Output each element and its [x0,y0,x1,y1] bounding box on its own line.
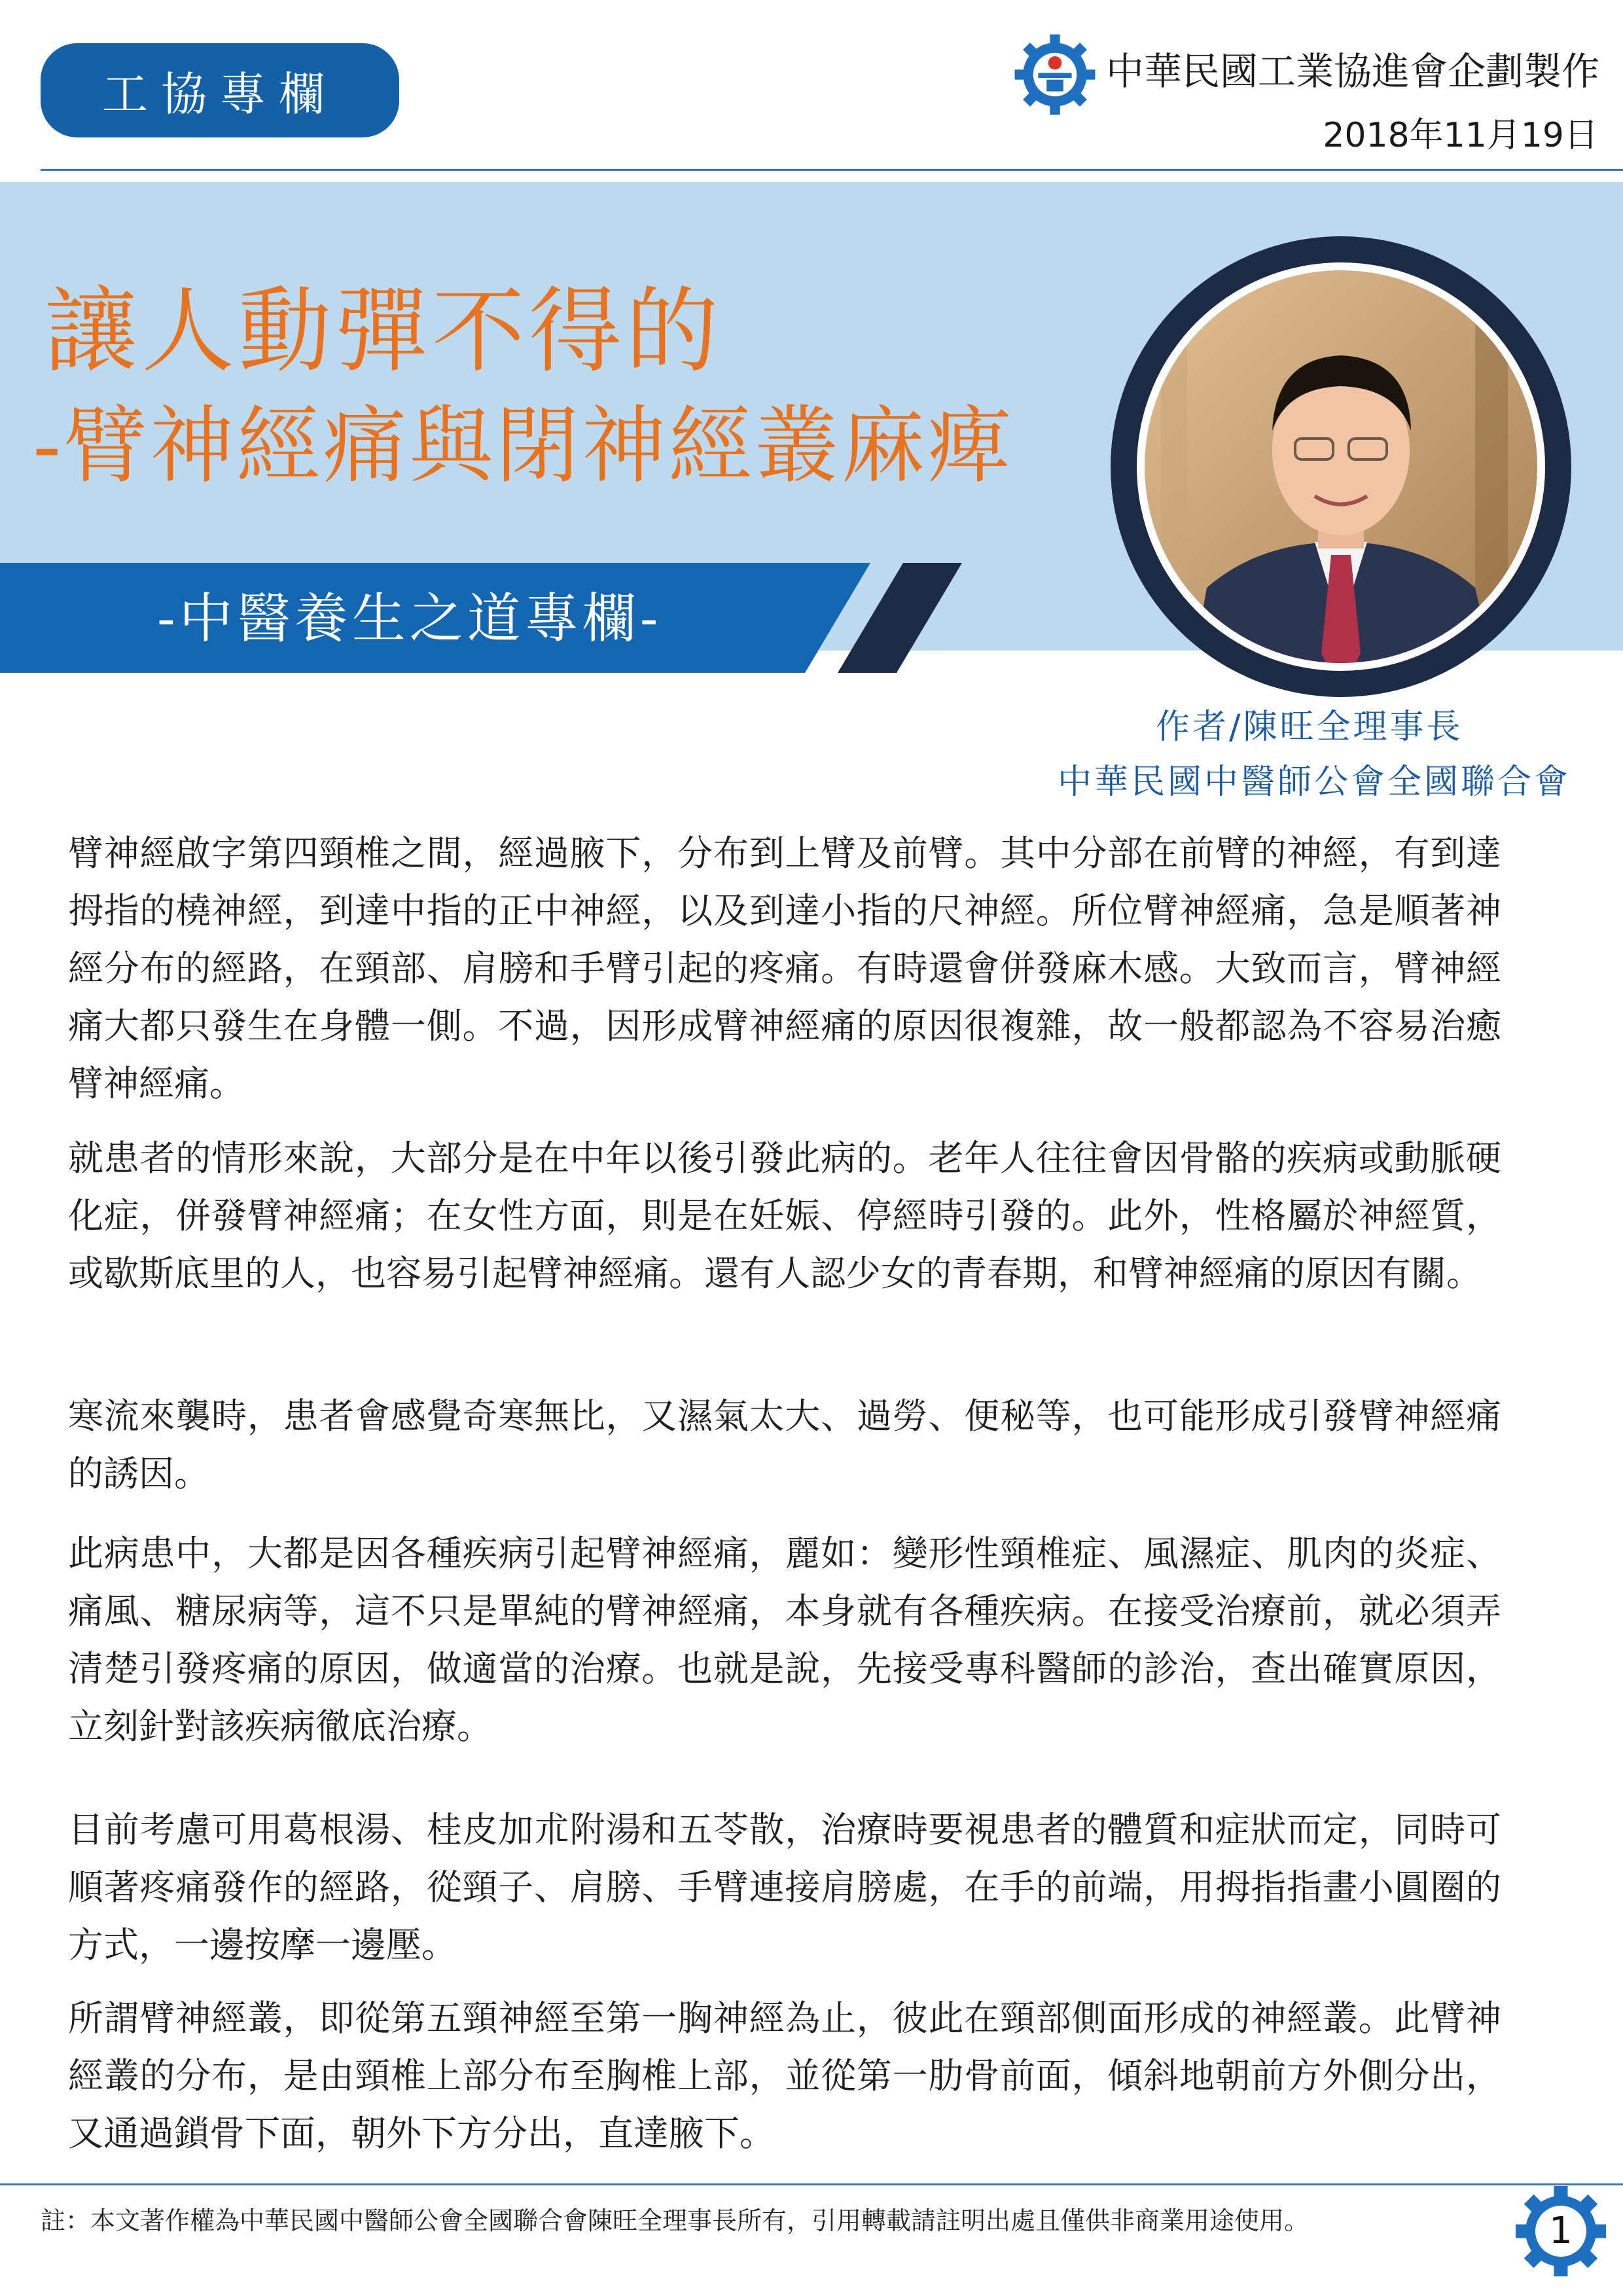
column-subtitle: -中醫養生之道專欄- [157,588,662,650]
body-paragraph: 目前考慮可用葛根湯、桂皮加朮附湯和五苓散，治療時要視患者的體質和症狀而定，同時可順著疼痛發作的經路，從頸子、肩膀、手臂連接肩膀處，在手的前端，用拇指指畫小圓圈的方式，一邊按摩一邊壓。 [68,1809,1501,1965]
organization-name: 中華民國工業協進會企劃製作 [1106,49,1600,94]
body-paragraph: 此病患中，大都是因各種疾病引起臂神經痛，麗如：變形性頸椎症、風濕症、肌肉的炎症、痛風、糖尿病等，這不只是單純的臂神經痛，本身就有各種疾病。在接受治療前，就必須弄清楚引發疼痛的原因，做適當的治療。也就是說，先接受專科醫師的診治，查出確實原因，立刻針對該疾病徹底治療。 [68,1533,1501,1747]
gear-logo-icon [1013,33,1097,117]
article-title-line1: 讓人動彈不得的 [45,278,722,386]
footer-divider [0,2183,1623,2185]
body-paragraph: 寒流來襲時，患者會感覺奇寒無比，又濕氣太大、過勞、便秘等，也可能形成引發臂神經痛的誘因。 [68,1395,1501,1494]
column-badge: 工協專欄 [41,43,399,137]
page-number: 1 [1549,2210,1573,2252]
body-paragraph: 就患者的情形來說，大部分是在中年以後引發此病的。老年人往往會因骨骼的疾病或動脈硬化症，併發臂神經痛；在女性方面，則是在妊娠、停經時引發的。此外，性格屬於神經質，或歇斯底里的人，也容易引起臂神經痛。還有人認少女的青春期，和臂神經痛的原因有關。 [68,1138,1501,1294]
body-paragraph: 臂神經啟字第四頸椎之間，經過腋下，分布到上臂及前臂。其中分部在前臂的神經，有到達拇指的橈神經，到達中指的正中神經，以及到達小指的尺神經。所位臂神經痛，急是順著神經分布的經路，在頸部、肩膀和手臂引起的疼痛。有時還會併發麻木感。大致而言，臂神經痛大都只發生在身體一側。不過，因形成臂神經痛的原因很複雜，故一般都認為不容易治癒臂神經痛。 [68,833,1501,1104]
header-divider [41,169,1623,171]
body-paragraph: 所謂臂神經叢，即從第五頸神經至第一胸神經為止，彼此在頸部側面形成的神經叢。此臂神經叢的分布，是由頸椎上部分布至胸椎上部，並從第一肋骨前面，傾斜地朝前方外側分出，又通過鎖骨下面，朝外下方分出，直達腋下。 [68,1998,1501,2154]
author-name: 作者/陳旺全理事長 [1156,708,1463,747]
publish-date: 2018年11月19日 [1323,116,1598,155]
copyright-note: 註：本文著作權為中華民國中醫師公會全國聯合會陳旺全理事長所有，引用轉載請註明出處且僅供非商業用途使用。 [41,2206,1310,2235]
article-title-line2: -臂神經痛與閉神經叢麻痺 [33,397,1014,495]
author-portrait [1109,234,1573,699]
author-affiliation: 中華民國中醫師公會全國聯合會 [1058,762,1571,802]
